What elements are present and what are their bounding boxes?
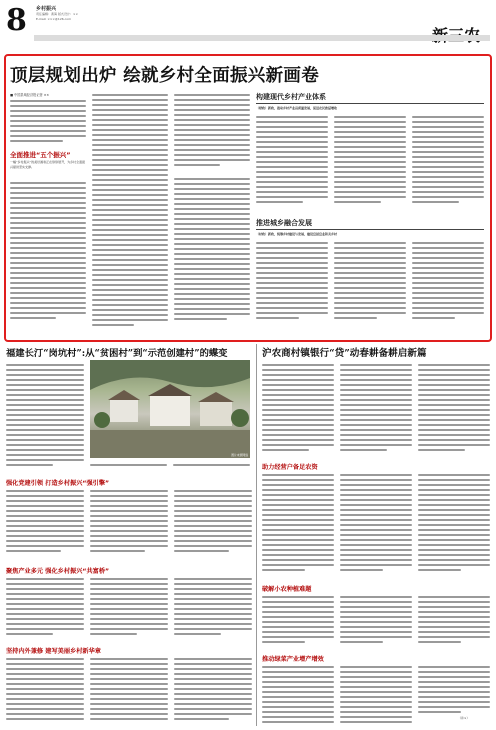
top-article-byline: ■ 中国县域经济报记者 ×× <box>10 93 50 97</box>
masthead-rule <box>34 35 490 41</box>
page-number: 8 <box>6 3 27 38</box>
left-article-block3 <box>6 576 252 642</box>
edition-line-2: E-mail: ×××@126.com <box>36 17 71 21</box>
photo-caption: 图片来源网络 <box>231 453 248 457</box>
top-article-headline: 顶层规划出炉 绘就乡村全面振兴新画卷 <box>10 66 319 86</box>
box-title-2-rule <box>256 229 484 230</box>
right-article-headline: 沪农商村镇银行“贷”动春耕备耕启新篇 <box>262 348 427 359</box>
right-article-subhead-1: 助力经营户备足农资 <box>262 464 318 471</box>
left-article-headline: 福建长汀“岗坑村”:从“贫困村”到“示范创建村”的蝶变 <box>6 348 228 359</box>
box-col3 <box>412 114 484 214</box>
top-article-box <box>256 92 484 332</box>
top-article-col2 <box>92 92 168 330</box>
top-article-col3 <box>174 92 250 172</box>
box-subhead-2: （时政）新政，统筹乡村建设与发展，建设宜居宜业和美乡村 <box>256 232 338 236</box>
edition-line-1: 责任编辑：黄海 版式设计：×× <box>36 12 78 16</box>
top-article-col1b <box>10 180 86 330</box>
box-title-rule <box>256 103 484 104</box>
top-article-col1 <box>10 98 86 158</box>
village-photo <box>90 360 250 458</box>
left-article-col1 <box>6 362 84 472</box>
left-article-block2 <box>6 488 252 562</box>
box-col1 <box>256 114 328 214</box>
paper-name: 乡村振兴 <box>36 6 57 12</box>
left-article-subhead-2: 聚焦产业多元 强化乡村振兴“共富桥” <box>6 568 110 575</box>
village-photo-art <box>90 360 250 458</box>
right-article-end-note: （许×） <box>458 716 470 720</box>
right-article-subhead-3: 推动绿菜产业增产增效 <box>262 656 324 663</box>
left-article-block4 <box>6 656 252 726</box>
left-article-subhead-3: 坚持内外兼修 建写美丽乡村新华章 <box>6 648 101 655</box>
right-article-subhead-2: 破解小农种植难题 <box>262 586 312 593</box>
right-article-block2 <box>262 472 490 580</box>
box-title-2: 推进城乡融合发展 <box>256 219 312 227</box>
column-divider <box>256 344 257 726</box>
left-article-under-photo <box>90 462 250 472</box>
box-subhead: （财政）新政，推动乡村产业高质量发展，促进农民致富增收 <box>256 106 338 110</box>
left-article-subhead-1: 强化党建引领 打造乡村振兴“强引擎” <box>6 480 110 487</box>
top-article-col3b <box>174 176 250 330</box>
right-article-block1 <box>262 362 490 458</box>
top-article-subhead: 全面推进“五个振兴” <box>10 151 71 159</box>
box2-col2 <box>334 240 406 330</box>
right-article-block3 <box>262 594 490 650</box>
box-col2 <box>334 114 406 214</box>
box-title: 构建现代乡村产业体系 <box>256 93 326 101</box>
masthead <box>4 3 492 51</box>
top-article-subhead-note: 一幅“乡村振兴”的美好画卷正在徐徐展开，为乡村全面振兴提供坚实支撑。 <box>10 160 86 170</box>
right-article-block4 <box>262 664 490 726</box>
box2-col1 <box>256 240 328 330</box>
box2-col3 <box>412 240 484 330</box>
